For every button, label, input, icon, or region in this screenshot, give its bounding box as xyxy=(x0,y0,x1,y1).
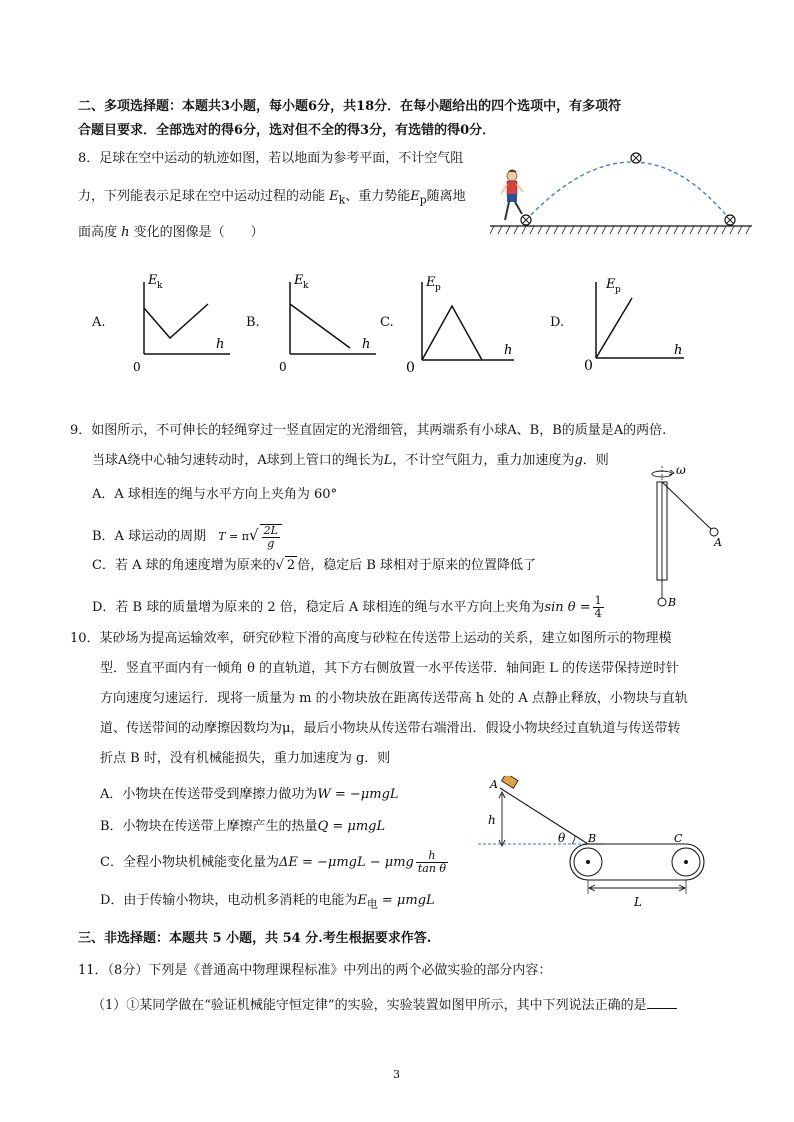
q10-optc-den: tan θ xyxy=(417,862,447,875)
q8-ep-sub: p xyxy=(419,193,427,207)
q9-optd-sin: sin θ = xyxy=(544,600,591,615)
q9-optd-den: 4 xyxy=(594,607,602,620)
curve xyxy=(144,304,208,338)
q9-optb-eq: = π xyxy=(225,530,250,543)
football-trajectory-figure xyxy=(490,148,752,240)
q8-h: h xyxy=(121,225,130,240)
q8-option-d-label[interactable]: D. xyxy=(550,315,565,330)
q9-text-3: ．则 xyxy=(582,453,609,468)
q8-line3 xyxy=(78,224,264,242)
ball-b-label: B xyxy=(668,596,677,609)
origin: 0 xyxy=(406,360,415,376)
q8-option-a-label[interactable]: A. xyxy=(92,315,106,330)
q9-text: 当球A绕中心轴匀速转动时，A球到上管口的绳长为 xyxy=(92,453,384,468)
q8-graph-c xyxy=(402,268,522,376)
q10-line2: 型．竖直平面内有一倾角 θ 的直轨道，其下方右侧放置一水平传送带．轴间距 L 的传送带保持逆时针 xyxy=(100,661,679,676)
origin: 0 xyxy=(584,358,593,374)
ylabel: E xyxy=(148,273,158,288)
q10-option-a[interactable] xyxy=(100,786,399,804)
ysub: k xyxy=(157,281,163,291)
xlabel: h xyxy=(504,343,513,358)
q9-line2 xyxy=(92,452,609,470)
q11-text: （1）①某同学做在“验证机械能守恒定律”的实验，实验装置如图甲所示，其中下列说法正确的是 xyxy=(92,998,647,1013)
omega-label: ω xyxy=(676,463,686,477)
q8-text-3: 面高度 xyxy=(78,225,118,240)
q10-option-c[interactable] xyxy=(100,846,450,880)
q10-line3: 方向速度匀速运行．现将一质量为 m 的小物块放在距离传送带高 h 处的 A 点静止释放，小物块与直轨 xyxy=(100,691,688,706)
xlabel: h xyxy=(674,343,683,358)
football-icon-end xyxy=(725,215,735,225)
q10-optb-formula: Q = μmgL xyxy=(317,819,386,834)
q9-optd-num: 1 xyxy=(594,594,602,607)
ylabel: E xyxy=(294,273,304,288)
q9-option-d[interactable] xyxy=(92,592,606,624)
label-c: C xyxy=(674,832,683,845)
section3-title: 三、非选择题：本题共 5 小题，共 54 分.考生根据要求作答. xyxy=(78,931,432,946)
q8-option-b-label[interactable]: B. xyxy=(246,315,260,330)
q8-sep: 、重力势能 xyxy=(345,189,411,204)
q10-conveyor-figure xyxy=(478,776,728,916)
q10-opta-formula: W = −μmgL xyxy=(317,787,399,802)
q8-text: 力，下列能表示足球在空中运动过程的动能 xyxy=(78,189,326,204)
q9-optb-t: T xyxy=(218,530,226,543)
q8-graph-d xyxy=(580,268,690,376)
ball-a-label: A xyxy=(714,536,722,549)
q10-optc-text: C．全程小物块机械能变化量为 xyxy=(100,855,279,870)
curve xyxy=(596,298,632,358)
q10-line4: 道、传送带间的动摩擦因数均为μ，最后小物块从传送带右端滑出．假设小物块经过直轨道与传送带转 xyxy=(100,721,681,736)
q9-tube-figure xyxy=(640,460,740,610)
ysub: p xyxy=(435,283,441,293)
q10-optd-formula: = μmgL xyxy=(377,893,435,908)
q10-optc-formula: ΔE = −μmgL − μmg xyxy=(278,855,414,870)
page-number: 3 xyxy=(393,1068,400,1081)
q9-option-a[interactable]: A．A 球相连的绳与水平方向上夹角为 60° xyxy=(92,487,338,502)
section2-title-2: 合题目要求．全部选对的得6分，选对但不全的得3分，有选错的得0分． xyxy=(78,123,496,138)
q8-text-4: 变化的图像是（ ） xyxy=(133,225,264,240)
q9-text-2: ，不计空气阻力，重力加速度为 xyxy=(392,453,575,468)
q10-optd-sub: 电 xyxy=(366,897,378,911)
q8-text-2: 随离地 xyxy=(426,189,466,204)
q11-line2 xyxy=(92,996,677,1015)
q10-optd-text: D．由于传输小物块，电动机多消耗的电能为 xyxy=(100,893,358,908)
q9-g: g xyxy=(574,453,583,468)
q10-opta-text: A．小物块在传送带受到摩擦力做功为 xyxy=(100,787,318,802)
q8-ek: E xyxy=(329,189,339,204)
curve xyxy=(422,306,482,360)
q9-optb-den: g xyxy=(267,537,275,550)
q9-l: L xyxy=(383,453,393,468)
q8-graph-a xyxy=(130,268,240,376)
q9-optb-text: B．A 球运动的周期 xyxy=(92,529,207,544)
q10-option-d[interactable] xyxy=(100,892,435,914)
q9-optc-sqrt: 2 xyxy=(286,558,296,573)
section2-title: 二、多项选择题：本题共3小题，每小题6分，共18分．在每小题给出的四个选项中，有多项符 xyxy=(78,99,622,114)
q10-option-b[interactable] xyxy=(100,818,385,836)
label-l: L xyxy=(634,895,642,909)
q9-optc-text: C．若 A 球的角速度增为原来的 xyxy=(92,558,276,573)
ylabel: E xyxy=(426,275,436,290)
q10-optb-text: B．小物块在传送带上摩擦产生的热量 xyxy=(100,819,318,834)
q8-line1: 8．足球在空中运动的轨迹如图，若以地面为参考平面，不计空气阻 xyxy=(78,151,464,166)
ysub: k xyxy=(303,281,309,291)
q9-option-c[interactable]: C．若 A 球的角速度增为原来的√ 2 倍，稳定后 B 球相对于原来的位置降低了 xyxy=(92,558,537,573)
label-theta: θ xyxy=(558,831,566,845)
q10-optd-e: E xyxy=(357,893,367,908)
xlabel: h xyxy=(362,337,371,352)
q8-ep: E xyxy=(410,189,420,204)
q8-option-c-label[interactable]: C. xyxy=(380,315,394,330)
q9-optc-text-2: 倍，稳定后 B 球相对于原来的位置降低了 xyxy=(297,558,537,573)
label-b: B xyxy=(588,832,597,845)
q9-option-b[interactable]: B．A 球运动的周期 T = π√ $\frac{2L}{g}$ xyxy=(92,520,284,550)
label-a: A xyxy=(490,778,498,791)
answer-blank[interactable] xyxy=(647,996,677,1009)
player-icon xyxy=(501,170,523,221)
curve xyxy=(290,304,350,348)
q10-line5: 折点 B 时，没有机械能损失，重力加速度为 g．则 xyxy=(100,751,391,766)
xlabel: h xyxy=(216,337,225,352)
q10-optc-num: h xyxy=(416,850,448,863)
ylabel: E xyxy=(606,277,616,292)
football-icon-top xyxy=(631,153,641,163)
q8-ek-sub: k xyxy=(338,193,346,207)
label-h: h xyxy=(488,813,496,827)
q9-optb-num: 2L xyxy=(263,524,278,537)
ysub: p xyxy=(615,285,621,295)
q8-graph-b xyxy=(276,268,386,376)
origin: 0 xyxy=(133,360,141,374)
football-icon-start xyxy=(521,215,531,225)
origin: 0 xyxy=(279,360,287,374)
q10-line1: 10．某砂场为提高运输效率，研究砂粒下滑的高度与砂粒在传送带上运动的关系，建立如图所示的物理模 xyxy=(70,631,672,646)
q9-optd-text: D．若 B 球的质量增为原来的 2 倍，稳定后 A 球相连的绳与水平方向上夹角为 xyxy=(92,600,545,615)
q8-line2 xyxy=(78,188,466,210)
q11-line1: 11．（8分）下列是《普通高中物理课程标准》中列出的两个必做实验的部分内容： xyxy=(78,963,552,978)
q9-line1: 9．如图所示，不可伸长的轻绳穿过一竖直固定的光滑细管，其两端系有小球A、B，B的质量是A的两倍. xyxy=(70,423,667,438)
